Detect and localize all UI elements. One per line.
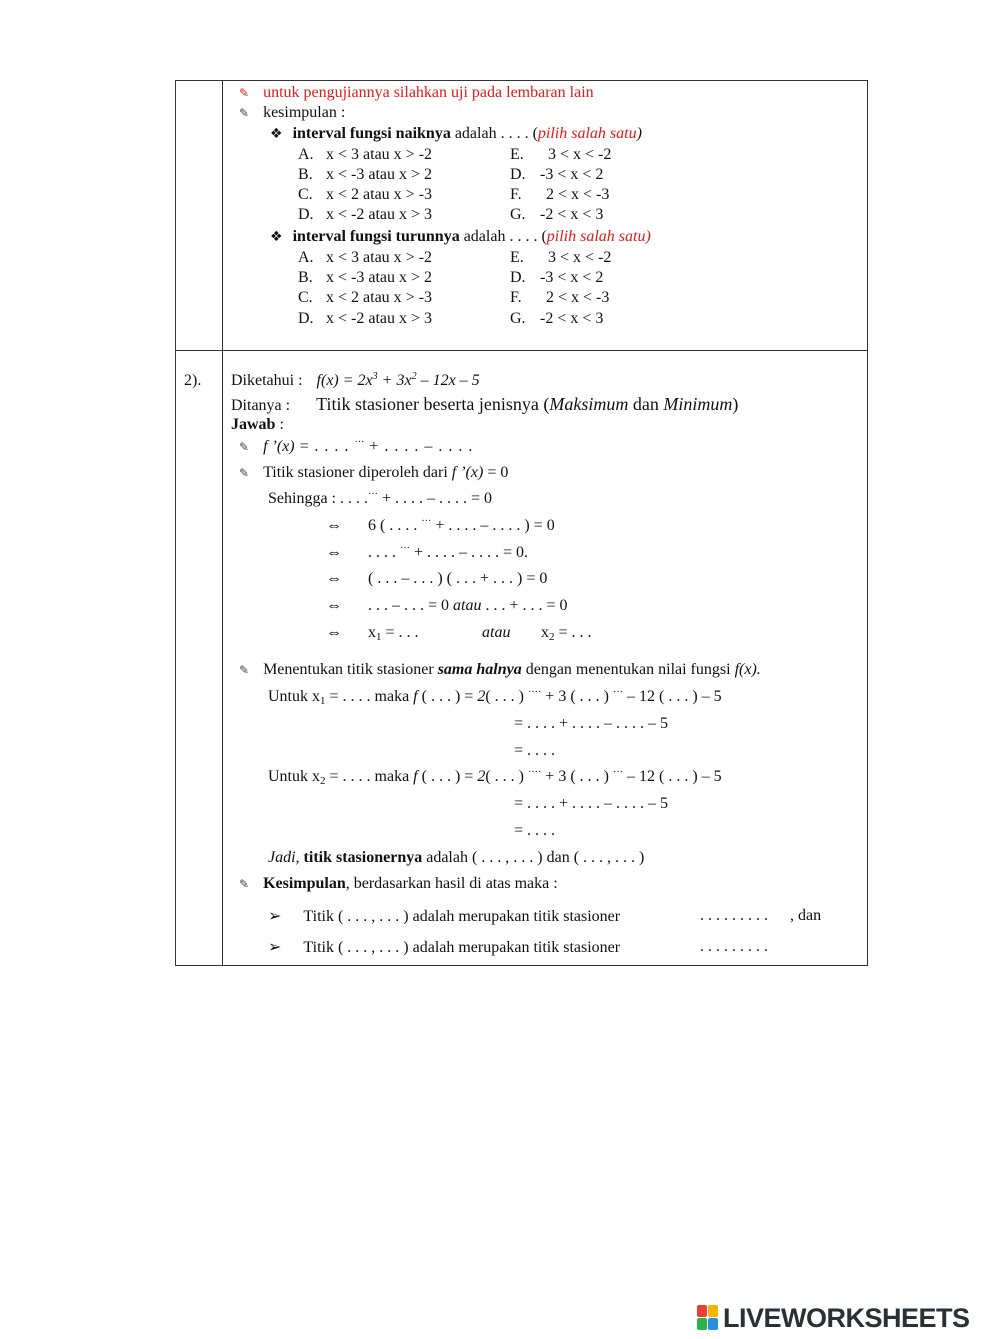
option-letter: C. <box>298 186 313 203</box>
pencil-arrow-icon: ✎ <box>239 466 250 480</box>
eval-exponent-blank[interactable]: ··· <box>612 687 623 698</box>
eval-subscript: 1 <box>320 695 326 707</box>
determine-text: dengan menentukan nilai fungsi <box>521 661 735 678</box>
step-text[interactable]: ( . . . – . . . ) ( . . . + . . . ) = 0 <box>368 570 548 587</box>
conclusion-bullet[interactable] <box>268 906 822 927</box>
decreasing-label: interval fungsi turunnya <box>292 228 460 245</box>
function-expression <box>317 372 480 389</box>
asked-text <box>316 394 738 414</box>
x1-subscript: 1 <box>376 631 382 643</box>
eval-label: Untuk x <box>268 768 320 785</box>
pencil-arrow-icon: ✎ <box>239 86 250 100</box>
derivative-exponent-blank[interactable]: ··· <box>354 437 365 448</box>
diamond-bullet-icon: ❖ <box>270 229 283 245</box>
conclusion-label: kesimpulan : <box>263 104 346 121</box>
logo-square <box>708 1305 718 1317</box>
option-item[interactable] <box>298 288 433 308</box>
option-text: x < -2 atau x > 3 <box>326 310 433 327</box>
arrow-bullet-icon: ➢ <box>268 937 282 956</box>
option-letter: G. <box>510 206 526 223</box>
pencil-arrow-icon: ✎ <box>239 106 250 120</box>
option-letter: D. <box>510 269 526 286</box>
equiv-step[interactable] <box>326 516 555 536</box>
option-text: x < 2 atau x > -3 <box>326 186 433 203</box>
increasing-hint: pilih salah satu <box>537 125 637 142</box>
x2-subscript: 2 <box>549 631 555 643</box>
logo-square <box>708 1318 718 1330</box>
atau-word: atau <box>482 624 511 641</box>
eval-x-value[interactable]: = . . . . maka <box>325 768 414 785</box>
option-text: x < -3 atau x > 2 <box>326 166 433 183</box>
asked-main: Titik stasioner beserta jenisnya ( <box>316 394 550 414</box>
x2-value[interactable]: = . . . <box>554 624 592 641</box>
option-item[interactable] <box>510 165 604 185</box>
logo-text: LIVEWORKSHEETS <box>723 1302 970 1333</box>
worksheet-table <box>175 80 868 966</box>
option-text: 2 < x < -3 <box>546 186 610 203</box>
answer-label: Jawab <box>231 416 276 433</box>
decreasing-hint: pilih salah satu <box>546 228 646 245</box>
bullet-tail: , dan <box>790 907 822 924</box>
increasing-label: interval fungsi naiknya <box>292 125 451 142</box>
eval-subscript: 2 <box>320 775 326 787</box>
eval-expr[interactable]: + 3 ( . . . ) <box>541 768 613 785</box>
determine-text: Menentukan titik stasioner <box>263 661 438 678</box>
eval-coef: 2 <box>477 688 486 705</box>
eval-x-value[interactable]: = . . . . maka <box>325 688 414 705</box>
answer-label-line <box>231 415 284 435</box>
eval-exponent-blank[interactable]: ···· <box>527 687 542 698</box>
option-item[interactable] <box>510 309 604 329</box>
decreasing-rest: adalah . . . . ( <box>459 228 547 245</box>
option-text: -2 < x < 3 <box>540 206 604 223</box>
step-exponent-blank[interactable]: ··· <box>400 543 410 554</box>
option-text: x < 3 atau x > -2 <box>326 249 433 266</box>
conclusion-line <box>239 103 345 123</box>
option-item[interactable] <box>510 205 604 225</box>
stationary-note: Titik stasioner diperoleh dari <box>263 464 452 481</box>
kesimpulan-label: Kesimpulan <box>263 875 346 892</box>
sehingga-rest[interactable]: + . . . . – . . . . = 0 <box>378 490 493 507</box>
eval-x2-step2[interactable]: = . . . . + . . . . – . . . . – 5 <box>514 795 669 812</box>
eval-expr[interactable]: ( . . . ) <box>485 768 528 785</box>
eval-expr[interactable]: – 12 ( . . . ) – 5 <box>622 688 722 705</box>
kesimpulan-rest: , berdasarkan hasil di atas maka : <box>345 875 558 892</box>
asked-label: Ditanya : <box>231 397 291 414</box>
eval-expr[interactable]: – 12 ( . . . ) – 5 <box>622 768 722 785</box>
eval-label: Untuk x <box>268 688 320 705</box>
logo-mark-icon <box>697 1305 719 1331</box>
option-item[interactable] <box>298 248 433 268</box>
eval-expr[interactable]: + 3 ( . . . ) <box>541 688 613 705</box>
eval-x1-step3[interactable]: = . . . . <box>514 742 556 759</box>
eval-exponent-blank[interactable]: ···· <box>527 767 542 778</box>
conclusion-bullet[interactable] <box>268 937 768 958</box>
decreasing-heading <box>270 227 651 247</box>
option-letter: D. <box>298 310 314 327</box>
eval-expr[interactable]: ( . . . ) <box>485 688 528 705</box>
x2-label: x <box>541 624 549 641</box>
option-letter: D. <box>298 206 314 223</box>
function-part: f(x) = 2x <box>316 372 373 389</box>
eval-f: f <box>413 688 418 705</box>
option-text: 3 < x < -2 <box>548 249 612 266</box>
option-text: x < 2 atau x > -3 <box>326 289 433 306</box>
option-text: -2 < x < 3 <box>540 310 604 327</box>
eval-exponent-blank[interactable]: ··· <box>612 767 623 778</box>
stationary-note-f: f ’(x) <box>451 464 484 481</box>
option-letter: D. <box>510 166 526 183</box>
function-part: + 3x <box>377 372 412 389</box>
option-item[interactable] <box>510 185 610 205</box>
sehingga-exponent-blank[interactable]: ··· <box>368 489 378 500</box>
increasing-rest: adalah . . . . ( <box>450 125 538 142</box>
increasing-close: ) <box>636 125 642 142</box>
option-item[interactable] <box>510 248 612 268</box>
sehingga-line[interactable] <box>268 489 492 509</box>
option-letter: G. <box>510 310 526 327</box>
equivalence-icon: ⇔ <box>326 544 342 561</box>
option-letter: A. <box>298 249 314 266</box>
option-text: -3 < x < 2 <box>540 269 604 286</box>
atau-word: atau <box>453 597 486 614</box>
option-text: x < -2 atau x > 3 <box>326 206 433 223</box>
x2-group[interactable] <box>541 623 592 643</box>
option-text: x < 3 atau x > -2 <box>326 146 433 163</box>
step-text[interactable]: + . . . . – . . . . ) = 0 <box>431 517 555 534</box>
test-note: untuk pengujiannya silahkan uji pada lembaran lain <box>263 84 594 101</box>
liveworksheets-logo <box>697 1302 993 1334</box>
option-text: 2 < x < -3 <box>546 289 610 306</box>
equiv-step[interactable] <box>326 623 592 643</box>
eval-x1-line[interactable] <box>268 687 722 707</box>
equivalence-icon: ⇔ <box>326 570 342 587</box>
function-exponent: 2 <box>411 371 417 382</box>
eval-expr[interactable]: ( . . . ) = <box>417 768 478 785</box>
derivative-blanks[interactable]: + . . . . – . . . . <box>364 438 474 455</box>
step-text[interactable]: + . . . . – . . . . = 0. <box>410 544 529 561</box>
determine-emphasis: sama halnya <box>437 661 522 678</box>
increasing-heading <box>270 124 642 144</box>
x1-label: x <box>368 624 376 641</box>
option-letter: A. <box>298 146 314 163</box>
derivative-line <box>239 437 473 457</box>
asked-close: ) <box>732 394 739 414</box>
step-exponent-blank[interactable]: ··· <box>421 516 432 527</box>
option-item[interactable] <box>510 268 604 288</box>
option-text: x < -3 atau x > 2 <box>326 269 433 286</box>
eval-coef: 2 <box>477 768 486 785</box>
equivalence-icon: ⇔ <box>326 597 342 614</box>
function-exponent: 3 <box>372 371 378 382</box>
equivalence-icon: ⇔ <box>326 517 342 534</box>
eval-x2-step3[interactable]: = . . . . <box>514 822 556 839</box>
equiv-step[interactable] <box>326 596 568 616</box>
jadi-rest[interactable]: adalah ( . . . , . . . ) dan ( . . . , . . . ) <box>422 849 645 866</box>
stationary-note-line <box>239 463 508 483</box>
option-letter: F. <box>510 186 522 203</box>
option-letter: E. <box>510 146 524 163</box>
option-item[interactable] <box>298 268 433 288</box>
equivalence-icon: ⇔ <box>326 624 342 641</box>
decreasing-close: ) <box>645 228 651 245</box>
option-letter: E. <box>510 249 524 266</box>
column-divider <box>222 81 223 965</box>
row-divider <box>176 350 867 351</box>
sehingga-label: Sehingga : . . . . <box>268 490 368 507</box>
option-item[interactable] <box>298 165 433 185</box>
option-text: -3 < x < 2 <box>540 166 604 183</box>
equiv-step[interactable] <box>326 543 528 563</box>
option-letter: B. <box>298 166 313 183</box>
equiv-step[interactable] <box>326 569 547 589</box>
stationary-note-post: = 0 <box>483 464 509 481</box>
step-text[interactable]: . . . . <box>368 544 400 561</box>
jadi-bold: titik stasionernya <box>299 849 423 866</box>
logo-square <box>697 1318 707 1330</box>
determine-f: f(x). <box>734 661 761 678</box>
question-number: 2). <box>184 372 202 389</box>
diamond-bullet-icon: ❖ <box>270 126 283 142</box>
minimum-word: Minimum <box>663 394 733 414</box>
pencil-arrow-icon: ✎ <box>239 440 250 454</box>
option-text: 3 < x < -2 <box>548 146 612 163</box>
asked-line <box>231 394 738 416</box>
option-letter: C. <box>298 289 313 306</box>
option-item[interactable] <box>510 145 612 165</box>
determine-line <box>239 660 761 680</box>
kesimpulan-line <box>239 874 558 894</box>
step-text[interactable]: 6 ( . . . . <box>368 517 422 534</box>
jadi-word: Jadi, <box>268 849 300 866</box>
and-word: dan <box>628 394 664 414</box>
logo-square <box>697 1305 707 1317</box>
option-item[interactable] <box>298 309 433 329</box>
known-label: Diketahui : <box>231 372 303 389</box>
pencil-arrow-icon: ✎ <box>239 877 250 891</box>
pencil-arrow-icon: ✎ <box>239 663 250 677</box>
eval-x2-line[interactable] <box>268 767 722 787</box>
known-line <box>231 371 480 391</box>
step-text[interactable]: . . . – . . . = 0 <box>368 597 454 614</box>
step-text[interactable]: . . . + . . . = 0 <box>485 597 568 614</box>
function-part: – 12x – 5 <box>416 372 480 389</box>
bullet-text[interactable]: Titik ( . . . , . . . ) adalah merupakan titik stasioner <box>303 908 621 925</box>
option-item[interactable] <box>298 185 433 205</box>
bullet-blank[interactable]: . . . . . . . . . <box>700 907 768 924</box>
derivative-blank[interactable]: . . . . <box>309 438 355 455</box>
option-item[interactable] <box>298 205 433 225</box>
bullet-blank[interactable]: . . . . . . . . . <box>700 938 768 955</box>
eval-f: f <box>413 768 418 785</box>
answer-colon: : <box>275 416 284 433</box>
x1-value[interactable]: = . . . <box>381 624 419 641</box>
option-letter: B. <box>298 269 313 286</box>
option-item[interactable] <box>510 288 610 308</box>
test-note-line <box>239 83 594 103</box>
jadi-line[interactable] <box>268 848 644 868</box>
eval-expr[interactable]: ( . . . ) = <box>417 688 478 705</box>
maksimum-word: Maksimum <box>549 394 629 414</box>
bullet-text[interactable]: Titik ( . . . , . . . ) adalah merupakan titik stasioner <box>303 939 621 956</box>
option-letter: F. <box>510 289 522 306</box>
arrow-bullet-icon: ➢ <box>268 906 282 925</box>
option-item[interactable] <box>298 145 433 165</box>
eval-x1-step2[interactable]: = . . . . + . . . . – . . . . – 5 <box>514 715 669 732</box>
derivative-lhs: f ’(x) = <box>263 438 310 455</box>
